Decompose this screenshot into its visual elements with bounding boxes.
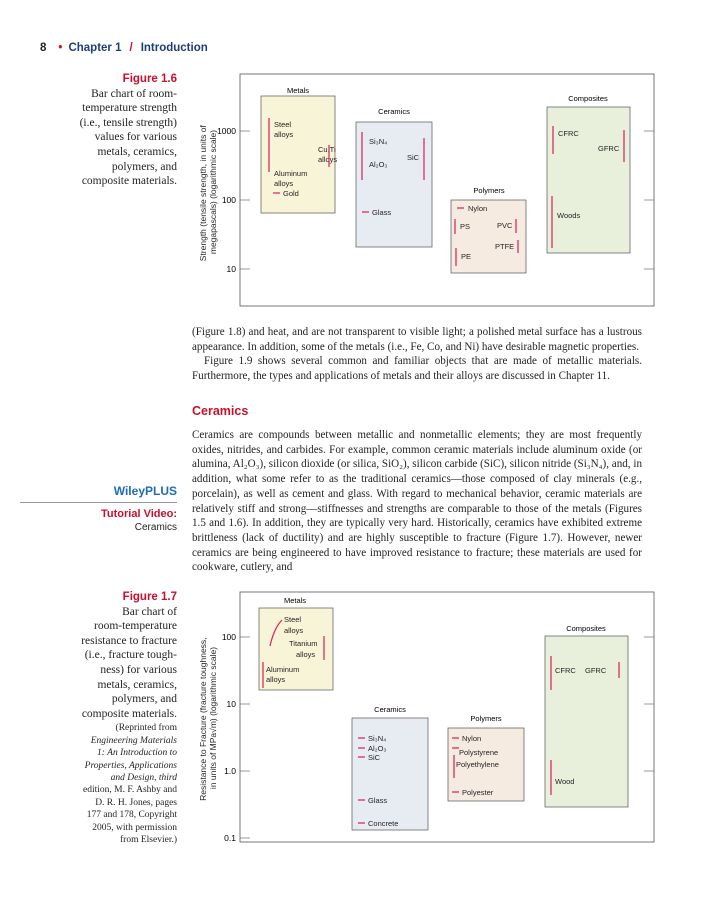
source-line: from Elsevier.): [120, 835, 177, 845]
item-woods: Woods: [557, 211, 581, 220]
item-si3n4: Si₃N₄: [368, 734, 387, 743]
item-glass: Glass: [372, 208, 392, 217]
item-ps: PS: [460, 222, 471, 231]
y-axis-label-line-2: megapascals) (logarithmic scale): [208, 129, 218, 255]
group-label-ceramics: Ceramics: [374, 705, 406, 714]
tick-label-100: 100: [221, 195, 236, 205]
tutorial-video-topic[interactable]: Ceramics: [134, 522, 177, 533]
y-axis-label: [198, 635, 218, 801]
source-line: (Reprinted from: [115, 723, 177, 734]
paragraph-2: Figure 1.9 shows several common and familiar objects that are made of metallic materials. Furthermore, the types and applications of metals and their alloys are discussed in Chapter 11.: [192, 355, 642, 383]
page-number: 8: [40, 42, 47, 54]
item-al2o3: Al₂O₃: [368, 744, 387, 753]
item-steel-alloys-2: alloys: [274, 130, 294, 139]
caption-line: metals, ceramics,: [97, 145, 177, 158]
wileyplus-brand[interactable]: WileyPLUS: [20, 484, 177, 503]
y-axis-label-line-1: Resistance to Fracture (fracture toughness,: [198, 637, 208, 801]
item-pe: PE: [461, 252, 472, 261]
ceramics-paragraph: Ceramics are compounds between metallic and nonmetallic elements; they are most frequently oxides, nitrides, and carbides. For example, common ceramic materials include aluminum oxide (or alumina, Al₂O₃), silicon dioxide (or silica, SiO₂), silicon carbide (SiC), silicon nitride (Si₃N₄), and, in addition, what some refer to as the traditional ceramics—those composed of clay minerals (e.g., porcelain), as well as cement and glass. With regard to mechanical behavior, ceramic materials are relatively stiff and strong—stiffnesses and strengths are comparable to those of the metals (Figures 1.5 and 1.6). In addition, they are typically very hard. Historically, ceramics have exhibited extreme brittleness (lack of ductility) and are highly susceptible to fracture (Figure 1.7). However, newer ceramics are being engineered to have improved resistance to fracture; these materials are used for cookware, cutlery, and: [192, 429, 642, 574]
source-line: D. R. H. Jones, pages: [95, 797, 177, 808]
item-cfrc: CFRC: [555, 666, 576, 675]
header-separator: /: [129, 42, 133, 54]
group-label-metals: Metals: [283, 596, 307, 605]
item-gold: Gold: [283, 189, 299, 198]
source-line: 1: An Introduction to: [97, 748, 177, 759]
caption-line: ness) for various: [100, 663, 177, 676]
y-axis-label-line-2: in units of MPa√m) (logarithmic scale): [208, 646, 218, 790]
figure-1-6-chart: [186, 72, 656, 310]
group-label-composites: Composites: [568, 94, 608, 103]
item-concrete: Concrete: [368, 819, 399, 828]
tick-label-1: 1.0: [224, 766, 236, 776]
item-wood: Wood: [555, 777, 575, 786]
figure-1-6-caption: [20, 72, 177, 189]
source-line: edition, M. F. Ashby and: [83, 785, 177, 796]
figure-1-7-caption: [20, 590, 177, 846]
item-sic: SiC: [368, 753, 381, 762]
body-text-top: [192, 325, 642, 384]
y-axis-label: [198, 123, 218, 261]
tick-label-100: 100: [221, 632, 236, 642]
source-line: 177 and 178, Copyright: [86, 810, 177, 821]
caption-line: temperature strength: [82, 102, 177, 115]
item-cfrc: CFRC: [558, 129, 579, 138]
caption-line: composite materials.: [81, 707, 177, 720]
item-titanium: Titanium: [289, 639, 318, 648]
caption-line: Bar chart of: [122, 605, 177, 618]
bar-ceramics: [352, 718, 428, 830]
caption-line: values for various: [94, 131, 177, 144]
source-line: Engineering Materials: [90, 735, 177, 746]
figure-1-7-label: Figure 1.7: [122, 591, 177, 603]
item-cu-ti: Cu,Ti: [318, 145, 336, 154]
paragraph-1: (Figure 1.8) and heat, and are not transparent to visible light; a polished metal surface has a lustrous appearance. In addition, some of the metals (i.e., Fe, Co, and Ni) have desirable magnetic properties.: [192, 326, 642, 353]
item-si3n4: Si₃N₄: [369, 137, 388, 146]
caption-line: room-temperature: [93, 620, 177, 633]
chapter-title: Introduction: [140, 42, 208, 54]
item-steel-alloys-2: alloys: [284, 626, 304, 635]
y-axis-label-line-1: Strength (tensile strength, in units of: [198, 125, 208, 262]
caption-line: polymers, and: [111, 693, 177, 706]
caption-line: metals, ceramics,: [97, 678, 177, 691]
source-line: and Design, third: [110, 772, 177, 783]
item-ptfe: PTFE: [495, 242, 515, 251]
tutorial-video-label[interactable]: Tutorial Video:: [101, 508, 177, 520]
bar-ceramics: [356, 122, 432, 247]
item-nylon: Nylon: [468, 204, 488, 213]
source-line: 2005, with permission: [92, 822, 177, 833]
item-polyethylene: Polyethylene: [456, 760, 499, 769]
body-text-ceramics: [192, 428, 642, 575]
item-aluminum-2: alloys: [266, 675, 286, 684]
source-line: Properties, Applications: [84, 760, 177, 771]
item-glass: Glass: [368, 796, 388, 805]
caption-line: Bar chart of room-: [91, 87, 177, 100]
item-aluminum: Aluminum: [274, 169, 308, 178]
section-heading-ceramics: Ceramics: [192, 404, 249, 418]
item-gfrc: GFRC: [585, 666, 607, 675]
group-label-ceramics: Ceramics: [378, 107, 410, 116]
item-al2o3: Al₂O₃: [369, 160, 388, 169]
item-titanium-2: alloys: [296, 650, 316, 659]
group-label-metals: Metals: [286, 86, 310, 95]
tick-label-10: 10: [226, 699, 236, 709]
caption-line: resistance to fracture: [81, 634, 177, 647]
caption-line: (i.e., fracture tough-: [84, 649, 177, 662]
item-aluminum-2: alloys: [274, 179, 294, 188]
running-header: [40, 42, 208, 54]
item-gfrc: GFRC: [598, 144, 620, 153]
group-label-polymers: Polymers: [473, 186, 505, 195]
item-polystyrene: Polystyrene: [459, 748, 499, 757]
item-polyester: Polyester: [462, 788, 494, 797]
group-label-composites: Composites: [566, 624, 606, 633]
tick-label-10: 10: [226, 264, 236, 274]
header-bullet: •: [58, 42, 63, 54]
item-steel-alloys: Steel: [284, 615, 302, 624]
item-steel-alloys: Steel: [274, 120, 292, 129]
wileyplus-note: [20, 484, 177, 533]
bar-polymers: [451, 200, 526, 273]
caption-line: (i.e., tensile strength): [79, 116, 177, 129]
item-aluminum: Aluminum: [266, 665, 300, 674]
figure-1-7-source: [20, 722, 177, 846]
caption-line: polymers, and: [111, 160, 177, 173]
figure-1-7-chart: [186, 590, 656, 846]
item-sic: SiC: [407, 153, 420, 162]
chapter-label: Chapter 1: [68, 42, 122, 54]
tick-label-0-1: 0.1: [224, 833, 236, 843]
item-cu-ti-2: alloys: [318, 155, 338, 164]
caption-line: composite materials.: [81, 175, 177, 188]
item-nylon: Nylon: [462, 734, 482, 743]
tick-label-1000: 1000: [217, 126, 236, 136]
group-label-polymers: Polymers: [470, 714, 502, 723]
item-pvc: PVC: [497, 221, 513, 230]
figure-1-6-label: Figure 1.6: [122, 73, 177, 85]
